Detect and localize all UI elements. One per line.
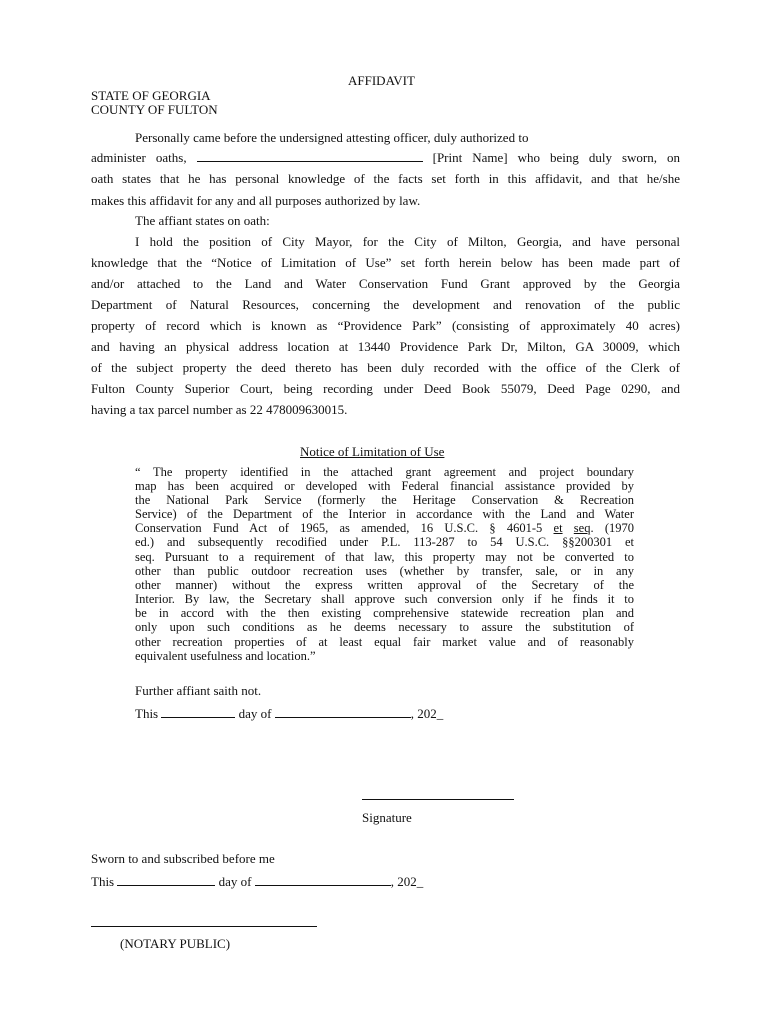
intro-line-4: makes this affidavit for any and all purposes authorized by law. (91, 193, 421, 208)
notice-line: Service) of the Department of the Interior in accordance with the Land and Water (135, 507, 634, 521)
statement-line: and having an physical address location at 13440 Providence Park Dr, Milton, GA 30009, which (91, 339, 680, 354)
day-of-label: day of (238, 706, 272, 721)
notice-line: the National Park Service (formerly the Heritage Conservation & Recreation (135, 493, 634, 507)
state-line: STATE OF GEORGIA (91, 88, 211, 103)
intro-line-1: Personally came before the undersigned attesting officer, duly authorized to (135, 130, 529, 145)
day-of-label: day of (218, 874, 252, 889)
notice-line-5-pre: Conservation Fund Act of 1965, as amended, 16 U.S.C. § 4601-5 (135, 521, 543, 535)
this-label: This (135, 706, 159, 721)
statement-line: knowledge that the “Notice of Limitation of Use” set forth herein below has been made part of (91, 255, 680, 270)
notice-line: “ The property identified in the attached grant agreement and project boundary (135, 465, 634, 479)
notary-year-label: , 202_ (390, 874, 424, 889)
notary-date-line (91, 873, 423, 890)
notice-line: map has been acquired or developed with Federal financial assistance provided by (135, 479, 634, 493)
day-blank[interactable] (161, 705, 235, 718)
statement-line: having a tax parcel number as 22 478009630015. (91, 402, 348, 417)
notary-signature-line[interactable] (91, 926, 317, 927)
statement-line: Department of Natural Resources, concerning the development and renovation of the public (91, 297, 680, 312)
county-line: COUNTY OF FULTON (91, 102, 218, 117)
month-blank[interactable] (275, 705, 411, 718)
print-name-blank[interactable] (197, 149, 423, 162)
statement-line: and/or attached to the Land and Water Conservation Fund Grant approved by the Georgia (91, 276, 680, 291)
statement-line: of the subject property the deed thereto has been duly recorded with the office of the Clerk of (91, 360, 680, 375)
notice-line: other recreation properties of at least equal fair market value and of reasonably (135, 635, 634, 649)
notice-line (135, 521, 634, 535)
intro-line-2 (91, 147, 680, 168)
notary-month-blank[interactable] (255, 873, 391, 886)
document-title: AFFIDAVIT (348, 73, 415, 88)
notice-line: other than public outdoor recreation uses (whether by transfer, sale, or in any (135, 564, 634, 578)
notice-line-5-post: . (1970 (590, 521, 634, 535)
notice-line: only upon such conditions as he deems necessary to assure the substitution of (135, 620, 634, 634)
notary-day-blank[interactable] (117, 873, 215, 886)
year-label: , 202_ (410, 706, 444, 721)
notice-et: et (553, 521, 563, 535)
signature-line[interactable] (362, 799, 514, 800)
notice-line: seq. Pursuant to a requirement of that law, this property may not be converted to (135, 550, 634, 564)
notary-public-label: (NOTARY PUBLIC) (120, 936, 231, 951)
notice-line: ed.) and subsequently recodified under P.L. 113-287 to 54 U.S.C. §§200301 et (135, 535, 634, 549)
intro-line-2-post: [Print Name] who being duly sworn, on (432, 150, 680, 165)
signature-label: Signature (362, 810, 412, 825)
this-label: This (91, 874, 115, 889)
affiant-date-line (135, 705, 443, 722)
notice-line: other manner) without the express written approval of the Secretary of the (135, 578, 634, 592)
notice-line: Interior. By law, the Secretary shall approve such conversion only if he finds it to (135, 592, 634, 606)
notice-line: be in accord with the then existing comprehensive statewide recreation plan and (135, 606, 634, 620)
intro-line-3: oath states that he has personal knowledge of the facts set forth in this affidavit, and that he/she (91, 171, 680, 186)
notice-seq: seq (573, 521, 591, 535)
statement-line: property of record which is known as “Providence Park” (consisting of approximately 40 acres) (91, 318, 680, 333)
further-affiant: Further affiant saith not. (135, 683, 262, 698)
notice-heading: Notice of Limitation of Use (300, 444, 445, 459)
statement-line: Fulton County Superior Court, being recording under Deed Book 55079, Deed Page 0290, and (91, 381, 680, 396)
sworn-line: Sworn to and subscribed before me (91, 851, 275, 866)
intro-line-2-pre: administer oaths, (91, 150, 187, 165)
oath-line: The affiant states on oath: (135, 213, 270, 228)
notice-line: equivalent usefulness and location.” (135, 649, 316, 663)
statement-line: I hold the position of City Mayor, for the City of Milton, Georgia, and have personal (135, 234, 680, 249)
